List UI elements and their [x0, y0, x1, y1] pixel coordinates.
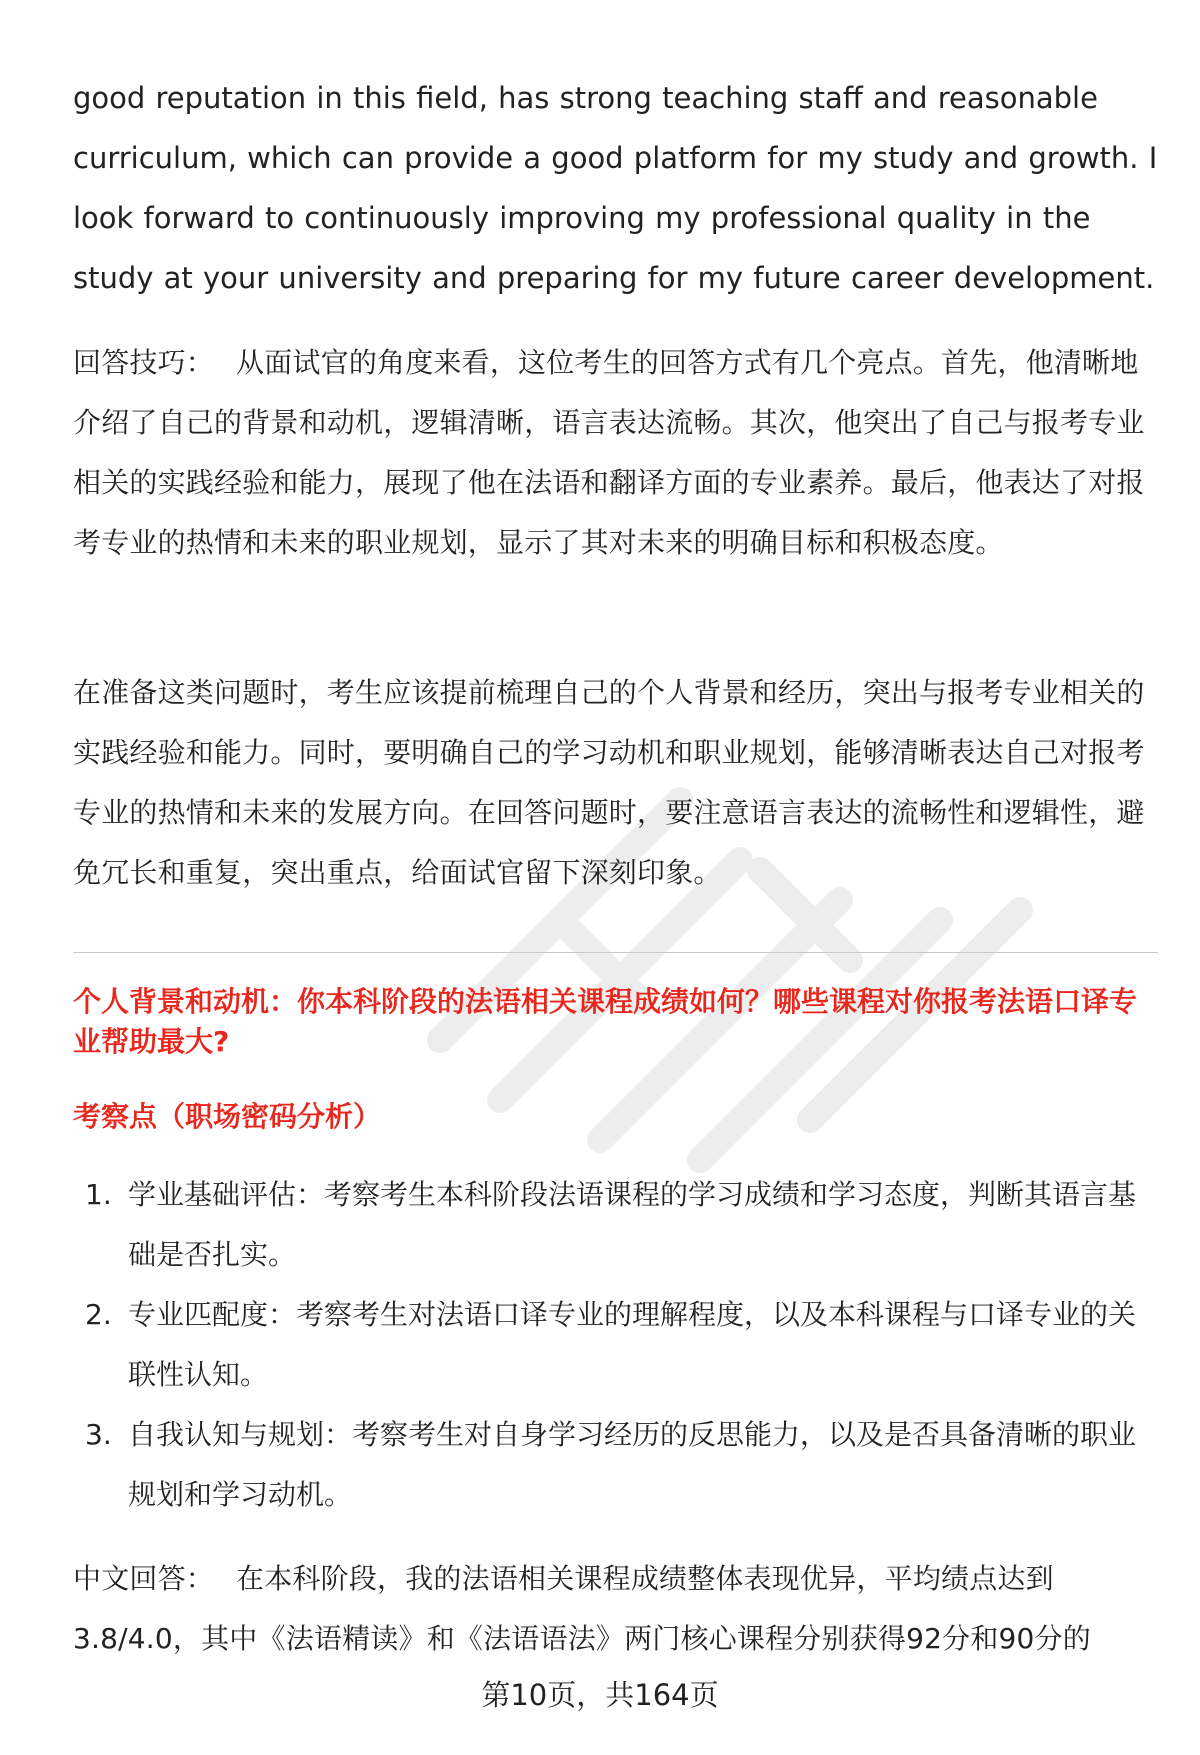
list-item-number: 3.: [85, 1418, 112, 1451]
preparation-advice-paragraph: 在准备这类问题时，考生应该提前梳理自己的个人背景和经历，突出与报考专业相关的实践经验和能力。同时，要明确自己的学习动机和职业规划，能够清晰表达自己对报考专业的热情和未来的发展方向。在回答问题时，要注意语言表达的流畅性和逻辑性，避免冗长和重复，突出重点，给面试官留下深刻印象。: [73, 676, 1145, 889]
list-item-number: 1.: [85, 1178, 112, 1211]
chinese-answer-label: 中文回答：: [73, 1562, 215, 1595]
list-item-text: 专业匹配度：考察考生对法语口译专业的理解程度，以及本科课程与口译专业的关联性认知。: [128, 1298, 1137, 1391]
question-heading: 个人背景和动机：你本科阶段的法语相关课程成绩如何？哪些课程对你报考法语口译专业帮助最大?: [73, 985, 1138, 1058]
list-item: [73, 1405, 1158, 1525]
answer-tips-label: 回答技巧：: [73, 346, 215, 379]
answer-tips-text: 从面试官的角度来看，这位考生的回答方式有几个亮点。首先，他清晰地介绍了自己的背景和动机，逻辑清晰，语言表达流畅。其次，他突出了自己与报考专业相关的实践经验和能力，展现了他在法语和翻译方面的专业素养。最后，他表达了对报考专业的热情和未来的职业规划，显示了其对未来的明确目标和积极态度。: [73, 346, 1145, 559]
section-divider: [73, 952, 1158, 953]
chinese-answer-text: 在本科阶段，我的法语相关课程成绩整体表现优异，平均绩点达到3.8/4.0，其中《法语精读》和《法语语法》两门核心课程分别获得92分和90分的: [73, 1562, 1091, 1655]
english-answer-paragraph: good reputation in this field, has strong teaching staff and reasonable curriculum, which can provide a good platform for my study and growth. I look forward to continuously improving my professional quality in the study at your university and preparing for my future career development.: [73, 81, 1158, 295]
assessment-points-heading: 考察点（职场密码分析）: [73, 1100, 382, 1133]
list-item: [73, 1285, 1158, 1405]
assessment-points-list: [73, 1165, 1158, 1525]
chinese-answer-paragraph: [73, 1549, 1158, 1669]
list-item: [73, 1165, 1158, 1285]
list-item-text: 自我认知与规划：考察考生对自身学习经历的反思能力，以及是否具备清晰的职业规划和学习动机。: [128, 1418, 1137, 1511]
answer-tips-paragraph: [73, 333, 1158, 573]
list-item-number: 2.: [85, 1298, 112, 1331]
list-item-text: 学业基础评估：考察考生本科阶段法语课程的学习成绩和学习态度，判断其语言基础是否扎实。: [128, 1178, 1137, 1271]
page-number-footer: 第10页，共164页: [481, 1678, 719, 1712]
